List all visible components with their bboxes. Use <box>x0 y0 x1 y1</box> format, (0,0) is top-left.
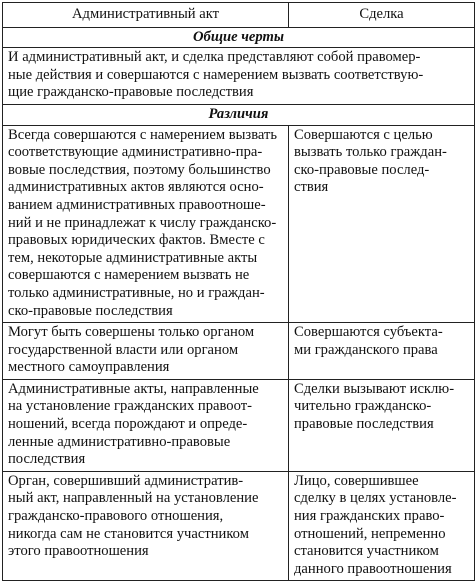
deal-cell: Совершаются субъекта- ми гражданского права <box>289 323 475 380</box>
header-admin-act: Административный акт <box>3 3 289 28</box>
common-features-text: И административный акт, и сделка представляют собой правомер- ные действия и совершаются с намерением вызвать соответствую- щие гражданско-правовые последствия <box>3 48 475 105</box>
comparison-table <box>2 2 475 581</box>
admin-cell: Всегда совершаются с намерением вызвать соответствующие административно-пра- вовые последствия, поэтому большинство административных актов являются осно- ванием административных правоотноше- ний и не принадлежат к числу гражданско- правовых юридических фактов. Вместе с тем, некоторые административные акты совершаются с намерением вызвать не только административные, но и граждан- ско-правовые последствия <box>3 125 289 323</box>
table-row <box>3 323 475 380</box>
deal-cell: Сделки вызывают исклю- чительно гражданско- правовые последствия <box>289 379 475 471</box>
admin-cell: Административные акты, направленные на установление гражданских правоот- ношений, всегда порождают и опреде- ленные административно-правовые последствия <box>3 379 289 471</box>
common-row <box>3 48 475 105</box>
section-title-common: Общие черты <box>3 27 475 48</box>
table-row <box>3 471 475 581</box>
admin-cell: Могут быть совершены только органом государственной власти или органом местного самоуправления <box>3 323 289 380</box>
table-row <box>3 379 475 471</box>
deal-cell: Лицо, совершившее сделку в целях установле- ния гражданских право- отношений, непременно становится участником данного правоотношения <box>289 471 475 581</box>
section-row-differences <box>3 104 475 125</box>
deal-cell: Совершаются с целью вызвать только граждан- ско-правовые послед- ствия <box>289 125 475 323</box>
section-title-differences: Различия <box>3 104 475 125</box>
header-row <box>3 3 475 28</box>
admin-cell: Орган, совершивший административ- ный акт, направленный на установление гражданско-правового отношения, никогда сам не становится участником этого правоотношения <box>3 471 289 581</box>
section-row-common <box>3 27 475 48</box>
header-deal: Сделка <box>289 3 475 28</box>
table-row <box>3 125 475 323</box>
